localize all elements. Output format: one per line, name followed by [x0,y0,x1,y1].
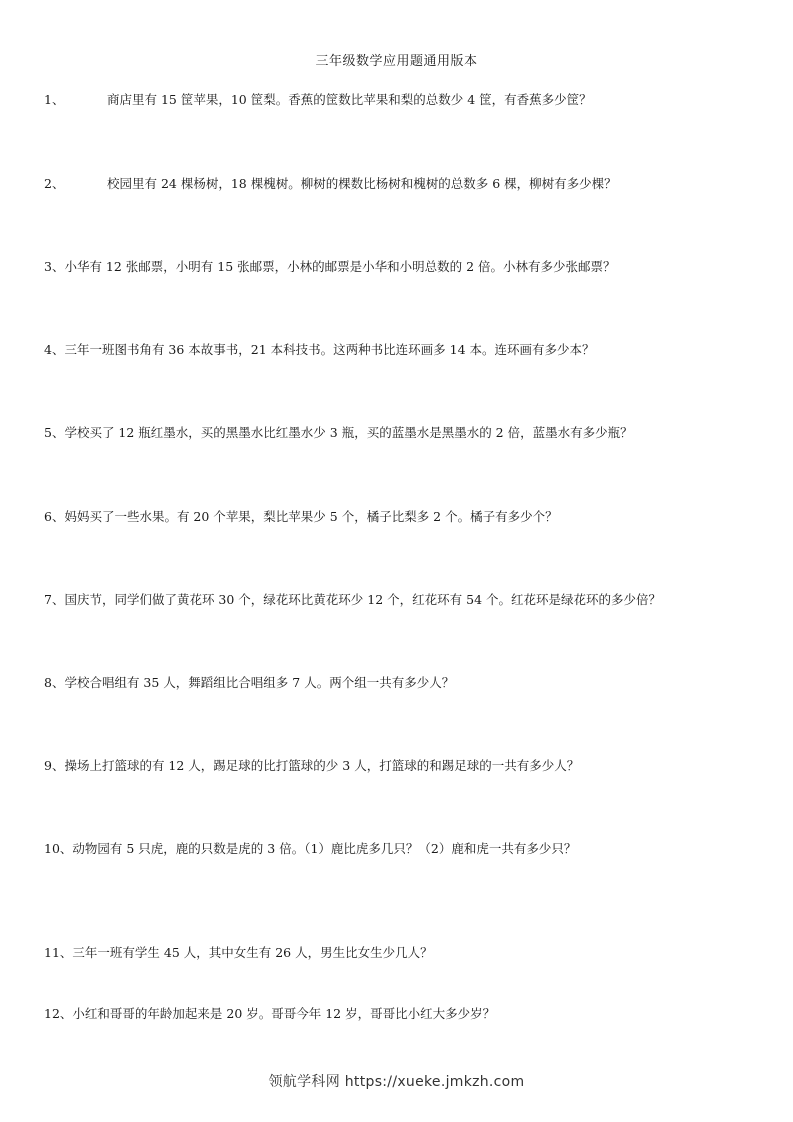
page-title: 三年级数学应用题通用版本 [315,54,478,69]
question-number: 10、 [44,841,73,856]
question-number: 4、 [44,342,65,357]
question-number: 2、 [44,176,65,191]
question-7 [44,592,763,608]
question-8 [44,675,763,691]
question-text: 小华有 12 张邮票，小明有 15 张邮票，小林的邮票是小华和小明总数的 2 倍。小林有多少张邮票？ [64,259,616,274]
question-number: 8、 [44,675,65,690]
question-text: 国庆节，同学们做了黄花环 30 个，绿花环比黄花环少 12 个，红花环有 54 个。红花环是绿花环的多少倍？ [64,592,662,607]
question-5 [44,425,763,441]
question-number: 12、 [44,1006,73,1021]
question-6 [44,509,763,525]
question-text: 三年一班有学生 45 人，其中女生有 26 人，男生比女生少几人？ [72,945,433,960]
question-number: 6、 [44,509,65,524]
question-text: 动物园有 5 只虎，鹿的只数是虎的 3 倍。（1）鹿比虎多几只？（2）鹿和虎一共有多少只？ [72,841,577,856]
question-2 [44,176,763,192]
question-number: 7、 [44,592,65,607]
question-11 [44,945,763,961]
question-1 [44,92,763,108]
question-4 [44,342,763,358]
question-10 [44,841,763,857]
question-number: 1、 [44,92,65,107]
question-text: 三年一班图书角有 36 本故事书，21 本科技书。这两种书比连环画多 14 本。连环画有多少本？ [64,342,595,357]
question-12 [44,1006,763,1022]
question-3 [44,259,763,275]
question-text: 妈妈买了一些水果。有 20 个苹果，梨比苹果少 5 个，橘子比梨多 2 个。橘子有多少个？ [64,509,558,524]
question-text: 校园里有 24 棵杨树，18 棵槐树。柳树的棵数比杨树和槐树的总数多 6 棵，柳树有多少棵？ [107,176,617,191]
question-text: 操场上打篮球的有 12 人，踢足球的比打篮球的少 3 人，打篮球的和踢足球的一共有多少人？ [64,758,580,773]
question-text: 小红和哥哥的年龄加起来是 20 岁。哥哥今年 12 岁，哥哥比小红大多少岁？ [72,1006,496,1021]
footer-watermark: 领航学科网 https://xueke.jmkzh.com [268,1074,525,1090]
question-number: 5、 [44,425,65,440]
question-text: 学校合唱组有 35 人，舞蹈组比合唱组多 7 人。两个组一共有多少人？ [64,675,455,690]
question-number: 3、 [44,259,65,274]
question-number: 11、 [44,945,73,960]
question-9 [44,758,763,774]
question-text: 学校买了 12 瓶红墨水，买的黑墨水比红墨水少 3 瓶，买的蓝墨水是黑墨水的 2 倍，蓝墨水有多少瓶？ [64,425,633,440]
question-text: 商店里有 15 筐苹果，10 筐梨。香蕉的筐数比苹果和梨的总数少 4 筐，有香蕉多少筐？ [107,92,592,107]
question-number: 9、 [44,758,65,773]
